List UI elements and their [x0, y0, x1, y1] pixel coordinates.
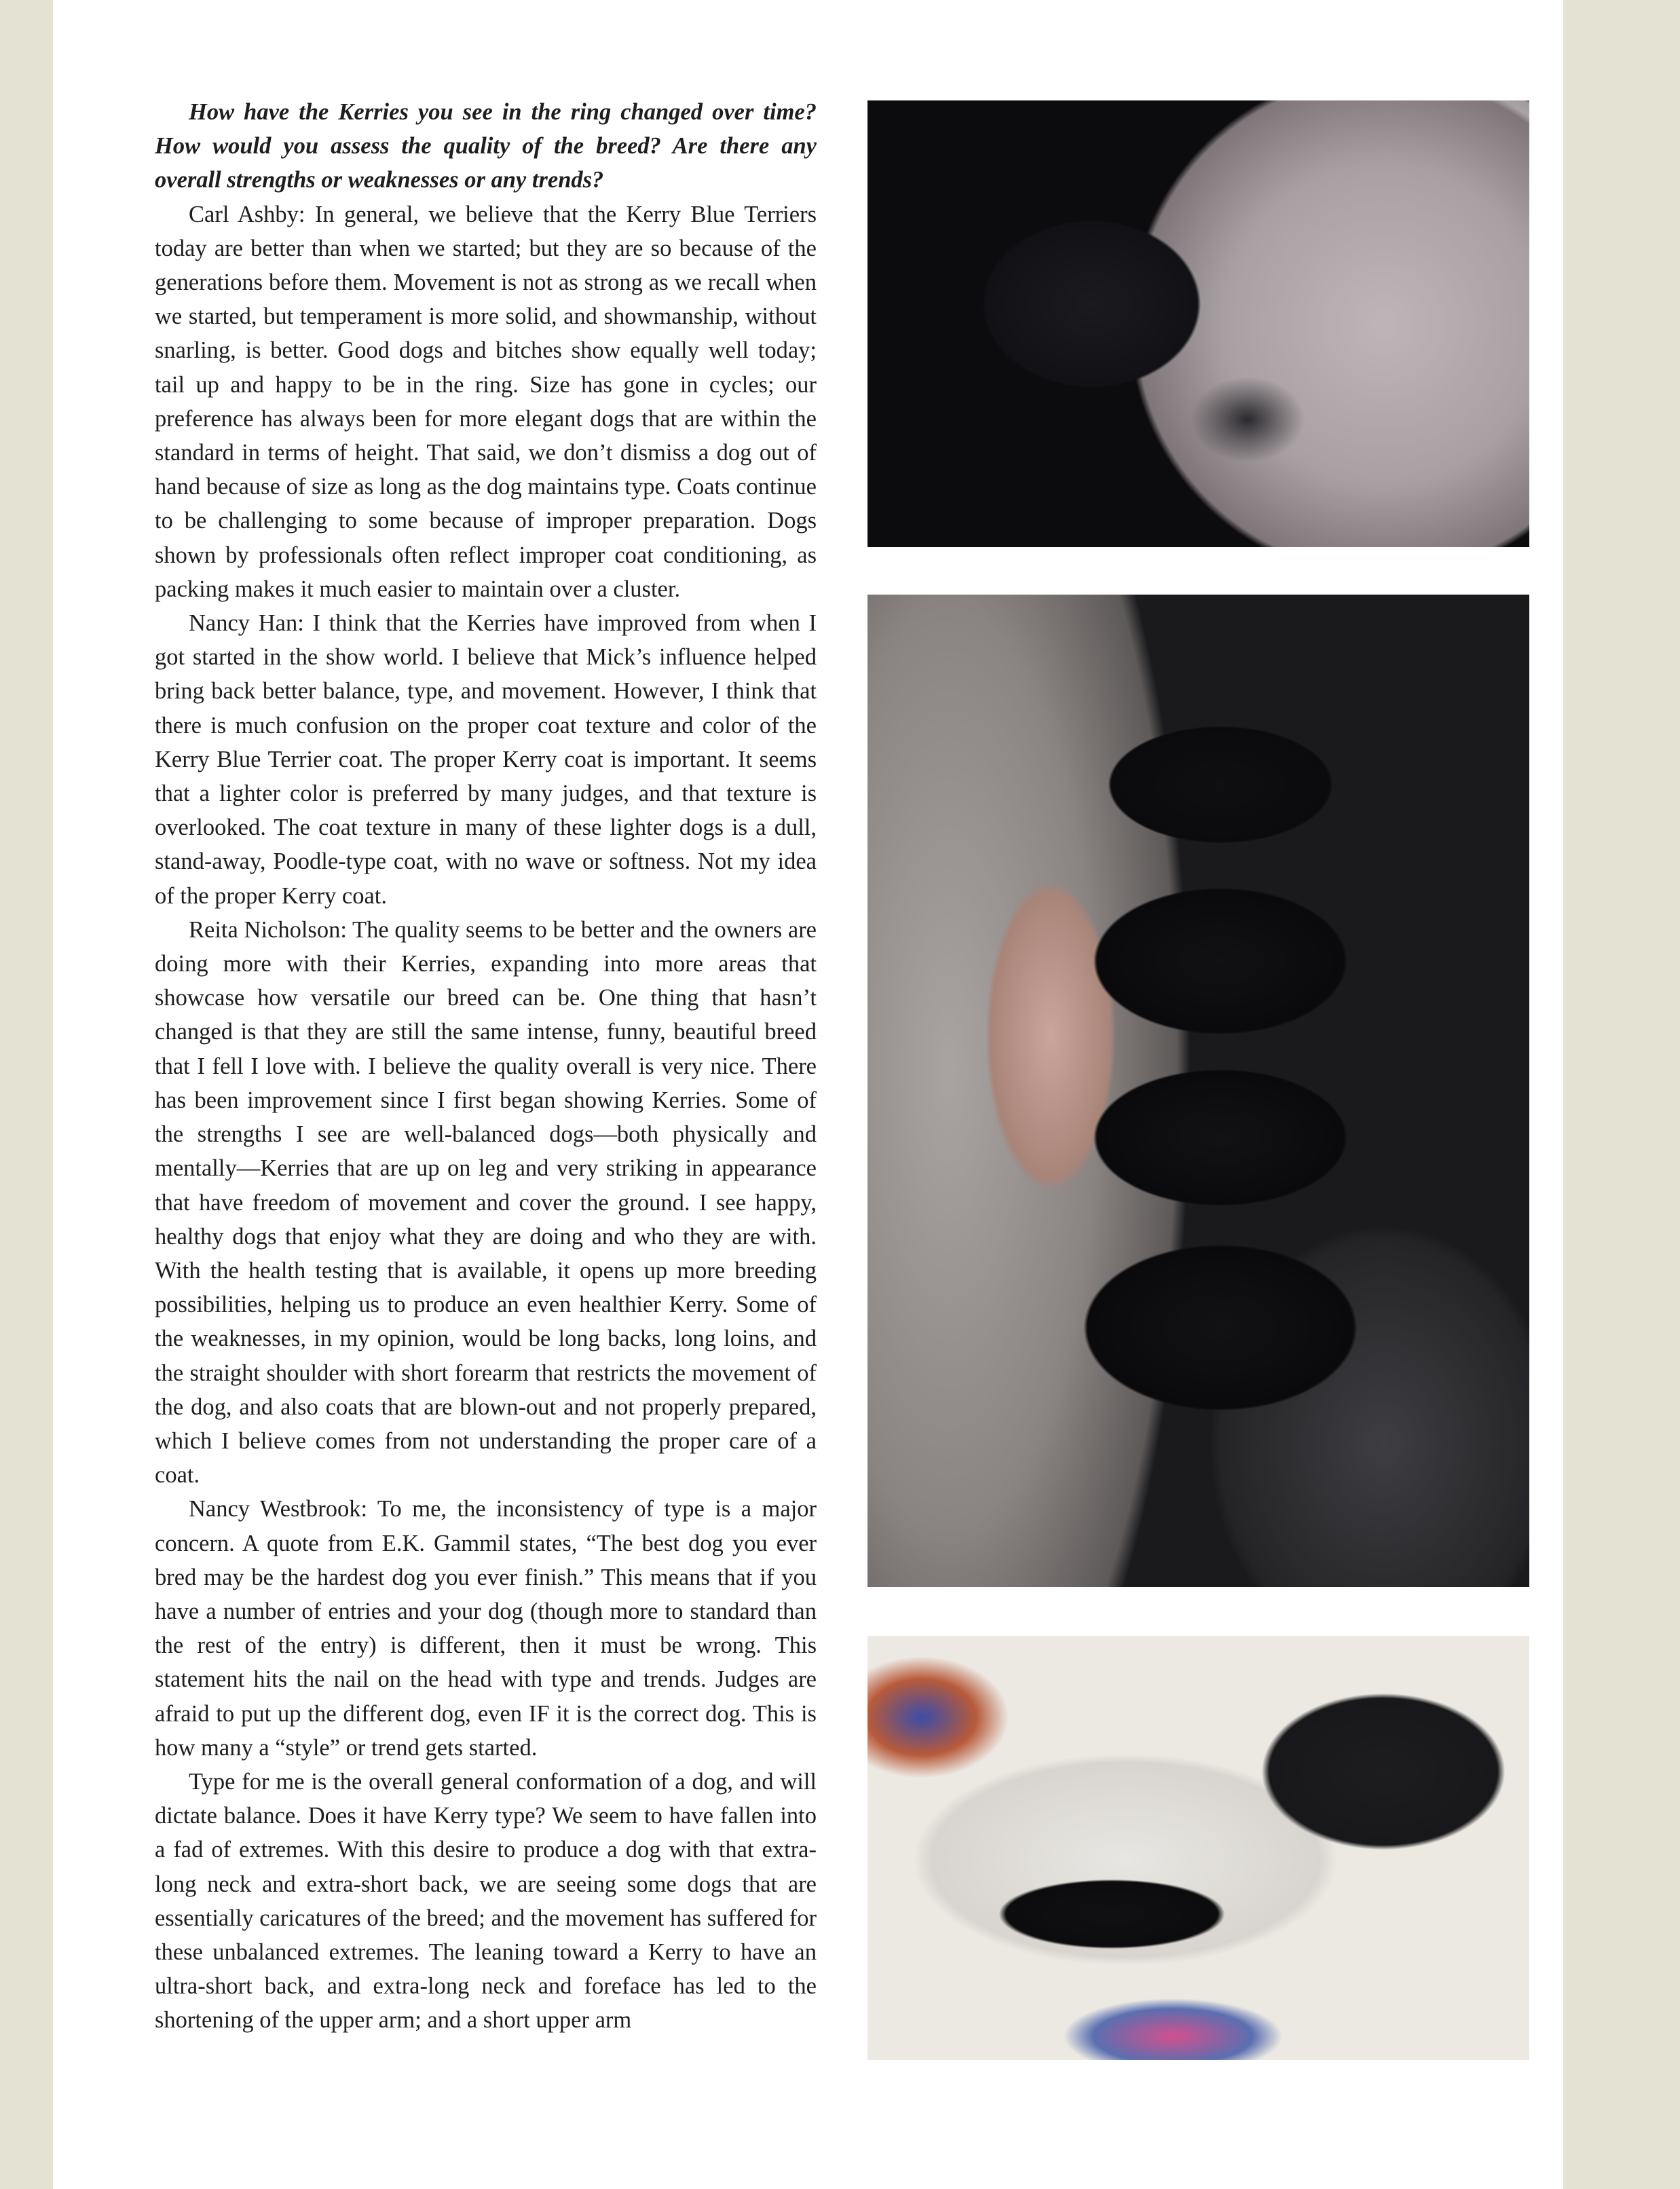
- answer-nancy-westbrook-continued: Type for me is the overall general conformation of a dog, and will dictate balance. Does it have Kerry type? We seem to have fallen into a fad of extremes. With this desire to produce a dog with that extra-long neck and extra-short back, we are seeing some dogs that are essentially caricatures of the breed; and the movement has suffered for these unbalanced extremes. The leaning toward a Kerry to have an ultra-short back, and extra-long neck and foreface has led to the shortening of the upper arm; and a short upper arm: [155, 1768, 817, 2034]
- interview-question: How have the Kerries you see in the ring changed over time? How would you assess the quality of the breed? Are there any overall strengths or weaknesses or any trends?: [155, 99, 817, 193]
- answer-reita-nicholson: Reita Nicholson: The quality seems to be better and the owners are doing more with their Kerries, expanding into more areas that showcase how versatile our breed can be. One thing that hasn’t changed is that they are still the same intense, funny, beautiful breed that I fell I love with. I believe the quality overall is very nice. There has been improvement since I first began showing Kerries. Some of the strengths I see are well-balanced dogs—both physically and mentally—Kerries that are up on leg and very striking in appearance that have freedom of movement and cover the ground. I see happy, healthy dogs that enjoy what they are doing and who they are with. With the health testing that is available, it opens up more breeding possibilities, helping us to produce an even healthier Kerry. Some of the weaknesses, in my opinion, would be long backs, long loins, and the straight shoulder with short forearm that restricts the movement of the dog, and also coats that are blown-out and not properly prepared, which I believe comes from not understanding the proper care of a coat.: [155, 916, 817, 1489]
- photo-puppy-nursing: [867, 100, 1529, 547]
- photo-litter-nursing: [867, 595, 1529, 1587]
- magazine-page: [53, 0, 1563, 2189]
- photo-mother-with-puppy: [867, 1636, 1529, 2060]
- answer-nancy-westbrook: Nancy Westbrook: To me, the inconsistency of type is a major concern. A quote from E.K. Gammil states, “The best dog you ever bred may be the hardest dog you ever finish.” This means that if you have a number of entries and your dog (though more to standard than the rest of the entry) is different, then it must be wrong. This statement hits the nail on the head with type and trends. Judges are afraid to put up the different dog, even IF it is the correct dog. This is how many a “style” or trend gets started.: [155, 1496, 817, 1761]
- article-text-column: [155, 95, 817, 2038]
- answer-nancy-han: Nancy Han: I think that the Kerries have improved from when I got started in the show world. I believe that Mick’s influence helped bring back better balance, type, and movement. However, I think that there is much confusion on the proper coat texture and color of the Kerry Blue Terrier coat. The proper Kerry coat is important. It seems that a lighter color is preferred by many judges, and that texture is overlooked. The coat texture in many of these lighter dogs is a dull, stand-away, Poodle-type coat, with no wave or softness. Not my idea of the proper Kerry coat.: [155, 610, 817, 909]
- answer-carl-ashby: Carl Ashby: In general, we believe that the Kerry Blue Terriers today are better than when we started; but they are so because of the generations before them. Movement is not as strong as we recall when we started, but temperament is more solid, and showmanship, without snarling, is better. Good dogs and bitches show equally well today; tail up and happy to be in the ring. Size has gone in cycles; our preference has always been for more elegant dogs that are within the standard in terms of height. That said, we don’t dismiss a dog out of hand because of size as long as the dog maintains type. Coats continue to be challenging to some because of improper preparation. Dogs shown by professionals often reflect improper coat conditioning, as packing makes it much easier to maintain over a cluster.: [155, 201, 817, 602]
